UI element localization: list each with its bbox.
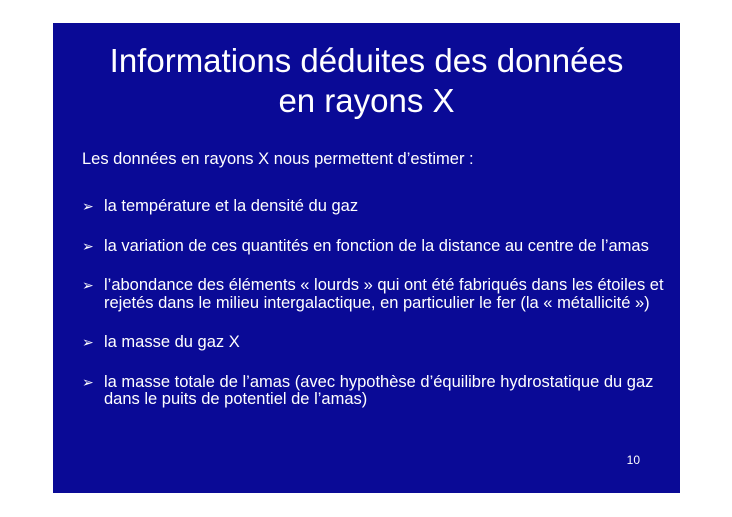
- arrow-bullet-icon: ➢: [82, 237, 94, 254]
- slide: [53, 23, 680, 493]
- bullet-list: [82, 198, 672, 431]
- arrow-bullet-icon: ➢: [82, 334, 94, 350]
- bullet-item: [82, 238, 672, 256]
- bullet-text: la masse totale de l’amas (avec hypothèse d’équilibre hydrostatique du gaz dans le puits de potentiel de l’amas): [104, 372, 654, 408]
- page-number: 10: [626, 453, 640, 467]
- bullet-item: [82, 198, 672, 216]
- arrow-bullet-icon: ➢: [82, 277, 94, 293]
- slide-title: [53, 41, 680, 121]
- bullet-text: la masse du gaz X: [104, 333, 240, 351]
- arrow-bullet-icon: ➢: [82, 198, 94, 214]
- title-line-2: en rayons X: [278, 82, 455, 119]
- title-line-1: Informations déduites des données: [109, 42, 624, 79]
- bullet-text: la température et la densité du gaz: [104, 197, 359, 215]
- bullet-item: [82, 334, 672, 352]
- arrow-bullet-icon: ➢: [82, 373, 94, 390]
- bullet-item: [82, 374, 672, 409]
- bullet-text: la variation de ces quantités en fonction de la distance au centre de l’amas: [104, 236, 649, 255]
- intro-text: Les données en rayons X nous permettent d’estimer :: [82, 150, 474, 168]
- bullet-item: [82, 277, 672, 312]
- bullet-text: l’abondance des éléments « lourds » qui ont été fabriqués dans les étoiles et rejetés dans le milieu intergalactique, en particulier le fer (la « métallicité »): [104, 276, 664, 312]
